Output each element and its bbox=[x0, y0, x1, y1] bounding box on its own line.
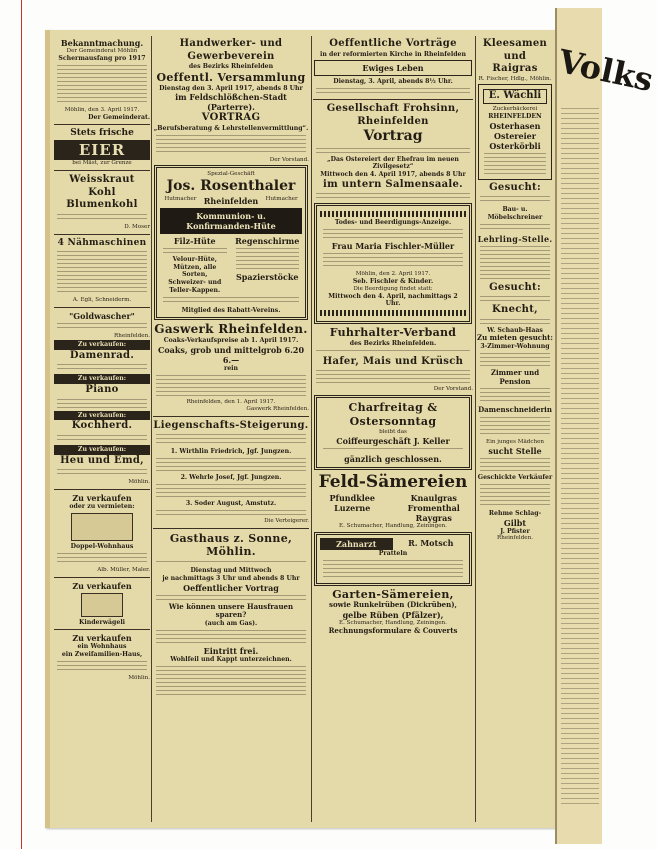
pfister: J. Pfister bbox=[500, 527, 530, 535]
text-block bbox=[316, 350, 470, 354]
facing-page-text bbox=[561, 108, 599, 808]
divider bbox=[54, 234, 150, 235]
pfundklee: Pfundklee bbox=[329, 492, 375, 503]
piano: Piano bbox=[85, 384, 119, 396]
divider bbox=[54, 629, 150, 630]
geschlossen: gänzlich geschlossen. bbox=[344, 453, 442, 464]
bleibt: bleibt das bbox=[379, 428, 407, 435]
zu-verkaufen-banner: Zu verkaufen: bbox=[54, 445, 150, 455]
oeff-vortrag: Oeffentlicher Vortrag bbox=[183, 582, 279, 593]
gaswerk-title: Gaswerk Rheinfelden. bbox=[154, 322, 308, 337]
rosenthaler-ad bbox=[154, 165, 308, 320]
rosenthaler-place: Rheinfelden bbox=[203, 195, 259, 206]
versammlung-lokal: im Feldschlößchen-Stadt (Parterre). bbox=[175, 92, 287, 113]
wehrle: 2. Wehrle Josef, Jgf. Jungzen. bbox=[180, 474, 282, 482]
divider bbox=[153, 528, 309, 529]
vortrag-heading: Vortrag bbox=[363, 128, 423, 144]
zu-verkaufen-banner: Zu verkaufen: bbox=[54, 411, 150, 421]
zimmer-pension: Zimmer und Pension bbox=[490, 367, 540, 386]
divider bbox=[54, 124, 150, 125]
text-block bbox=[57, 214, 147, 222]
vorstand-sign: Der Vorstand. bbox=[269, 156, 309, 163]
schlag: Rehme Schlag- bbox=[488, 509, 542, 517]
kinderwaegeli: Kinderwägeli bbox=[78, 618, 126, 626]
doppel-wohnhaus: Doppel-Wohnhaus bbox=[70, 542, 134, 550]
kohl: Kohl bbox=[88, 186, 116, 198]
column-4 bbox=[477, 38, 553, 820]
salmensaal: im untern Salmensaale. bbox=[323, 178, 463, 190]
column-3 bbox=[313, 38, 473, 820]
vortrag-thema: „Berufsberatung & Lehrstellenvermittlung“. bbox=[153, 124, 309, 132]
coaks-rein: rein bbox=[223, 365, 239, 373]
divider bbox=[313, 99, 473, 100]
fuhrhalter-title: Fuhrhalter-Verband bbox=[329, 326, 457, 340]
bau-schreiner: Bau- u. Möbelschreiner bbox=[487, 206, 543, 221]
versteigerer: Die Verteigerer. bbox=[264, 517, 309, 524]
text-block bbox=[480, 296, 550, 302]
feld-saemereien: Feld-Sämereien bbox=[318, 471, 468, 492]
text-block bbox=[480, 388, 550, 404]
facing-page bbox=[555, 8, 657, 844]
text-block bbox=[156, 458, 306, 472]
text-block bbox=[57, 553, 147, 565]
text-block bbox=[163, 248, 227, 254]
text-block bbox=[323, 229, 463, 239]
text-block bbox=[57, 65, 147, 105]
text-block bbox=[316, 370, 470, 384]
text-block bbox=[156, 666, 306, 696]
vortrag-mittwoch: Mittwoch den 4. April 1917, abends 8 Uhr bbox=[320, 171, 466, 178]
luzerne: Luzerne bbox=[334, 502, 371, 513]
wohnung: 3-Zimmer-Wohnung bbox=[480, 343, 550, 351]
rosenthaler-products bbox=[160, 236, 302, 295]
blumenkohl: Blumenkohl bbox=[66, 199, 138, 211]
text-block bbox=[57, 251, 147, 295]
text-block bbox=[156, 630, 306, 644]
newspaper-page bbox=[45, 30, 558, 828]
gaswerk-date: Rheinfelden, den 1. April 1917. bbox=[186, 398, 276, 405]
text-block bbox=[57, 661, 147, 673]
egli-sign: A. Egli, Schneiderm. bbox=[72, 297, 132, 304]
text-block bbox=[480, 319, 550, 325]
divider bbox=[54, 489, 150, 490]
ostereier: Ostereier bbox=[494, 130, 536, 141]
schumacher-sign-2: E. Schumacher, Handlung, Zeiningen. bbox=[339, 620, 447, 627]
ostereiert-thema: „Das Ostereiert der Ehefrau im neuen Zivilgesetz“ bbox=[327, 155, 459, 171]
gesucht-heading-2: Gesucht: bbox=[489, 281, 541, 293]
gasthaus-days: Dienstag und Mittwoch bbox=[190, 567, 272, 575]
eier-heading: EIER bbox=[54, 140, 150, 161]
coaks-preise: Coaks-Verkaufspreise ab 1. April 1917. bbox=[163, 337, 299, 345]
todes-title: Todes- und Beerdigungs-Anzeige. bbox=[334, 219, 452, 227]
rosenthaler-sub bbox=[160, 196, 302, 206]
stets-frische: Stets frische bbox=[70, 128, 134, 139]
teller-kappen: Teller-Kappen. bbox=[169, 286, 221, 294]
column-2 bbox=[153, 38, 309, 820]
todes-anzeige bbox=[314, 203, 472, 324]
oeffentliche-vortraege: Oeffentliche Vorträge bbox=[329, 38, 457, 49]
zu-mieten: Zu mieten gesucht: bbox=[477, 333, 553, 343]
feld-products bbox=[313, 493, 473, 523]
zu-verkaufen-heading: Zu verkaufen bbox=[72, 493, 132, 504]
oder-vermieten: oder zu vermieten: bbox=[69, 503, 135, 511]
heu-emd: Heu und Emd, bbox=[60, 454, 144, 466]
blumenkohl-sign: D. Moser bbox=[124, 223, 150, 230]
text-block bbox=[323, 560, 463, 578]
zu-verkaufen-banner: Zu verkaufen: bbox=[54, 340, 150, 350]
hinterbliebene: Seb. Fischler & Kinder. bbox=[352, 277, 434, 285]
osterhasen: Osterhasen bbox=[489, 120, 541, 131]
text-block bbox=[156, 375, 306, 397]
text-block bbox=[156, 561, 306, 565]
beerdigung-label: Die Beerdigung findet statt: bbox=[353, 285, 433, 292]
pram-illustration bbox=[81, 593, 123, 617]
text-block bbox=[57, 435, 147, 443]
damenschneiderin: Damenschneiderin bbox=[478, 405, 552, 415]
gaswerk-sign: Gaswerk Rheinfelden. bbox=[246, 405, 309, 412]
text-block bbox=[480, 484, 550, 508]
text-block bbox=[156, 595, 306, 601]
schweizer: Schweizer- und bbox=[168, 279, 222, 287]
naehmaschinen-title: 4 Nähmaschinen bbox=[57, 237, 147, 248]
text-block bbox=[156, 510, 306, 516]
knecht: Knecht, bbox=[492, 304, 538, 316]
spazierstoecke: Spazierstöcke bbox=[236, 271, 299, 282]
raigras: Raigras bbox=[492, 63, 538, 74]
text-block bbox=[323, 448, 463, 452]
raygras: Raygras bbox=[415, 512, 452, 523]
fuhrhalter-sub: des Bezirks Rheinfelden. bbox=[349, 339, 437, 347]
hutmacher-left: Hutmacher bbox=[164, 195, 197, 202]
fischer-sign: R. Fischer, Hdlg., Möhlin. bbox=[478, 75, 552, 82]
eintritt-frei: Eintritt frei. bbox=[203, 645, 259, 656]
velour-hute: Velour-Hüte, bbox=[172, 255, 217, 263]
garten-saemereien: Garten-Sämereien, bbox=[332, 587, 454, 601]
filz-hute: Filz-Hüte bbox=[173, 235, 216, 246]
vortrag-label: VORTRAG bbox=[201, 112, 261, 124]
text-block bbox=[156, 135, 306, 155]
schaub-haas: W. Schaub-Haas bbox=[487, 326, 543, 334]
text-block bbox=[484, 153, 546, 175]
text-block bbox=[316, 148, 470, 154]
handwerker-title: Handwerker- und Gewerbeverein bbox=[179, 38, 283, 62]
goldwascher: "Goldwascher" bbox=[69, 311, 135, 322]
todes-date: Möhlin, den 2. April 1917. bbox=[355, 271, 431, 277]
column-rule bbox=[151, 36, 152, 822]
coiffeur-name: Coiffeurgeschäft J. Keller bbox=[336, 435, 450, 446]
bekanntmachung-line: Der Gemeinderat Möhlin bbox=[66, 48, 138, 54]
gesellschaft-frohsinn: Gesellschaft Frohsinn, Rheinfelden bbox=[326, 103, 460, 127]
last-place: Möhlin. bbox=[128, 674, 150, 681]
text-block bbox=[57, 469, 147, 477]
zu-verkaufen-heading: Zu verkaufen bbox=[72, 580, 132, 591]
text-block bbox=[480, 224, 550, 232]
knaulgras: Knaulgras bbox=[410, 492, 457, 503]
fromenthal: Fromenthal bbox=[407, 502, 460, 513]
text-block bbox=[57, 364, 147, 372]
moehlin-place: Möhlin. bbox=[128, 479, 150, 486]
hausfrauen: Wie können unsere Hausfrauen sparen? bbox=[168, 601, 294, 620]
binding-margin-line bbox=[21, 0, 22, 849]
text-block bbox=[480, 417, 550, 437]
ein-junges: Ein junges Mädchen bbox=[485, 439, 545, 446]
waechli-name: E. Wächli bbox=[483, 89, 547, 104]
text-block bbox=[480, 353, 550, 367]
divider bbox=[54, 307, 150, 308]
zahnarzt-label: Zahnarzt bbox=[320, 538, 393, 550]
reformierte-kirche: in der reformierten Kirche in Rheinfelden bbox=[320, 50, 466, 58]
schumacher-sign: E. Schumacher, Handlung, Zeiningen. bbox=[339, 522, 447, 529]
house-illustration bbox=[71, 513, 133, 541]
eier-sub: bei Mäst, zur Grenze bbox=[72, 160, 132, 167]
text-block bbox=[480, 458, 550, 472]
text-block bbox=[57, 399, 147, 409]
ein-wohnhaus: ein Wohnhaus bbox=[77, 643, 127, 651]
rosenthaler-name: Jos. Rosenthaler bbox=[166, 178, 296, 195]
kommunion-banner: Kommunion- u. Konfirmanden-Hüte bbox=[160, 208, 302, 234]
sucht-stelle: sucht Stelle bbox=[488, 446, 542, 457]
text-block bbox=[480, 246, 550, 280]
rabatt-verein: Mitglied des Rabatt-Vereins. bbox=[181, 306, 281, 314]
bekanntmachung-subject: Schermausfang pro 1917 bbox=[58, 54, 146, 62]
verkaeufer: Geschickte Verkäufer bbox=[477, 474, 553, 482]
zahnarzt-ad bbox=[314, 532, 472, 586]
waechli-ad bbox=[478, 84, 552, 179]
kochherd: Kochherd. bbox=[71, 420, 133, 432]
vortrag-dienstag: Dienstag, 3. April, abends 8½ Uhr. bbox=[333, 78, 453, 86]
ewiges-leben-box bbox=[314, 60, 472, 76]
zahnarzt-header bbox=[320, 538, 466, 550]
text-block bbox=[480, 196, 550, 204]
coiffeur-ad bbox=[314, 395, 472, 469]
gasthaus-times: je nachmittags 3 Uhr und abends 8 Uhr bbox=[162, 574, 300, 582]
zahnarzt-place: Pratteln bbox=[378, 549, 408, 557]
spezialgeschaeft: Spezial-Geschäft bbox=[207, 171, 255, 178]
soder: 3. Soder August, Amstutz. bbox=[185, 499, 277, 507]
text-block bbox=[236, 248, 300, 270]
zuckerbaecker: Zuckerbäckerei bbox=[492, 105, 538, 112]
liegenschafts-title: Liegenschafts-Steigerung. bbox=[153, 419, 309, 431]
verstorbene: Frau Maria Fischler-Müller bbox=[331, 241, 455, 251]
gelbe-rueben: gelbe Rüben (Pfälzer), bbox=[342, 610, 444, 621]
text-block bbox=[163, 297, 299, 305]
osterkoerbli: Osterkörbli bbox=[489, 140, 541, 151]
divider bbox=[54, 577, 150, 578]
fuhrhalter-sign: Der Vorstand. bbox=[433, 386, 473, 393]
divider bbox=[153, 416, 309, 417]
text-block bbox=[57, 323, 147, 331]
wirthlin: 1. Wirthlin Friedrich, Jgf. Jungzen. bbox=[170, 448, 292, 456]
bekanntmachung-title: Bekanntmachung. bbox=[60, 38, 144, 48]
pfister-place: Rheinfelden. bbox=[497, 535, 533, 542]
bekanntmachung-signature: Der Gemeinderat. bbox=[88, 113, 150, 121]
column-rule bbox=[475, 36, 476, 822]
column-1 bbox=[54, 38, 150, 820]
rechnungsformulare: Rechnungsformulare & Couverts bbox=[328, 626, 458, 636]
ewiges-leben: Ewiges Leben bbox=[362, 63, 424, 74]
divider bbox=[54, 170, 150, 171]
lehrling-stelle: Lehrling-Stelle. bbox=[477, 233, 553, 244]
runkelrueben: sowie Runkelrüben (Dickrüben), bbox=[329, 600, 457, 610]
muetzen: Mützen, alle Sorten, bbox=[173, 263, 217, 279]
hutmacher-right: Hutmacher bbox=[265, 195, 298, 202]
text-block bbox=[316, 193, 470, 201]
handwerker-sub: des Bezirks Rheinfelden bbox=[188, 63, 274, 70]
weisskraut: Weisskraut bbox=[69, 174, 135, 186]
border-ornament bbox=[320, 310, 466, 316]
gasthaus-note: Wohlfeil und Kappt unterzeichnen. bbox=[170, 655, 292, 663]
text-block bbox=[323, 253, 463, 269]
beerdigung-date: Mittwoch den 4. April, nachmittags 2 Uhr. bbox=[328, 292, 458, 308]
versammlung-datum: Dienstag den 3. April 1917, abends 8 Uhr bbox=[159, 84, 303, 92]
text-block bbox=[156, 484, 306, 498]
zu-verkaufen-banner: Zu verkaufen: bbox=[54, 374, 150, 384]
facing-page-masthead: Volks bbox=[555, 42, 657, 100]
mueller-sign: Alb. Müller, Maler. bbox=[97, 566, 150, 573]
auch-gas: (auch am Gas). bbox=[204, 620, 258, 628]
zahnarzt-name: R. Motsch bbox=[408, 537, 454, 548]
border-ornament bbox=[320, 211, 466, 217]
column-rule bbox=[311, 36, 312, 822]
ein-zweifamilienhaus: ein Zweifamilien-Haus, bbox=[61, 651, 143, 659]
damenrad: Damenrad. bbox=[69, 349, 135, 361]
regenschirme: Regenschirme bbox=[235, 235, 300, 246]
zu-verkaufen-heading: Zu verkaufen bbox=[72, 633, 132, 644]
kleesamen: Kleesamen und bbox=[482, 38, 548, 62]
charfreitag: Charfreitag & Ostersonntag bbox=[348, 401, 438, 428]
waechli-place: RHEINFELDEN bbox=[488, 112, 542, 120]
bekanntmachung-date: Möhlin, den 3. April 1917. bbox=[64, 106, 140, 113]
goldwascher-place: Rheinfelden. bbox=[114, 333, 150, 340]
text-block bbox=[316, 88, 470, 96]
gasthaus-title: Gasthaus z. Sonne, Möhlin. bbox=[169, 531, 293, 559]
text-block bbox=[156, 434, 306, 446]
gilbt: Gilbt bbox=[503, 517, 527, 528]
oeffentl-versammlung: Oeffentl. Versammlung bbox=[156, 70, 306, 84]
coaks-line: Coaks, grob und mittelgrob 6.20 6.— bbox=[157, 345, 305, 366]
hafer-mais: Hafer, Mais und Krüsch bbox=[322, 355, 464, 367]
gesucht-heading: Gesucht: bbox=[489, 181, 541, 193]
